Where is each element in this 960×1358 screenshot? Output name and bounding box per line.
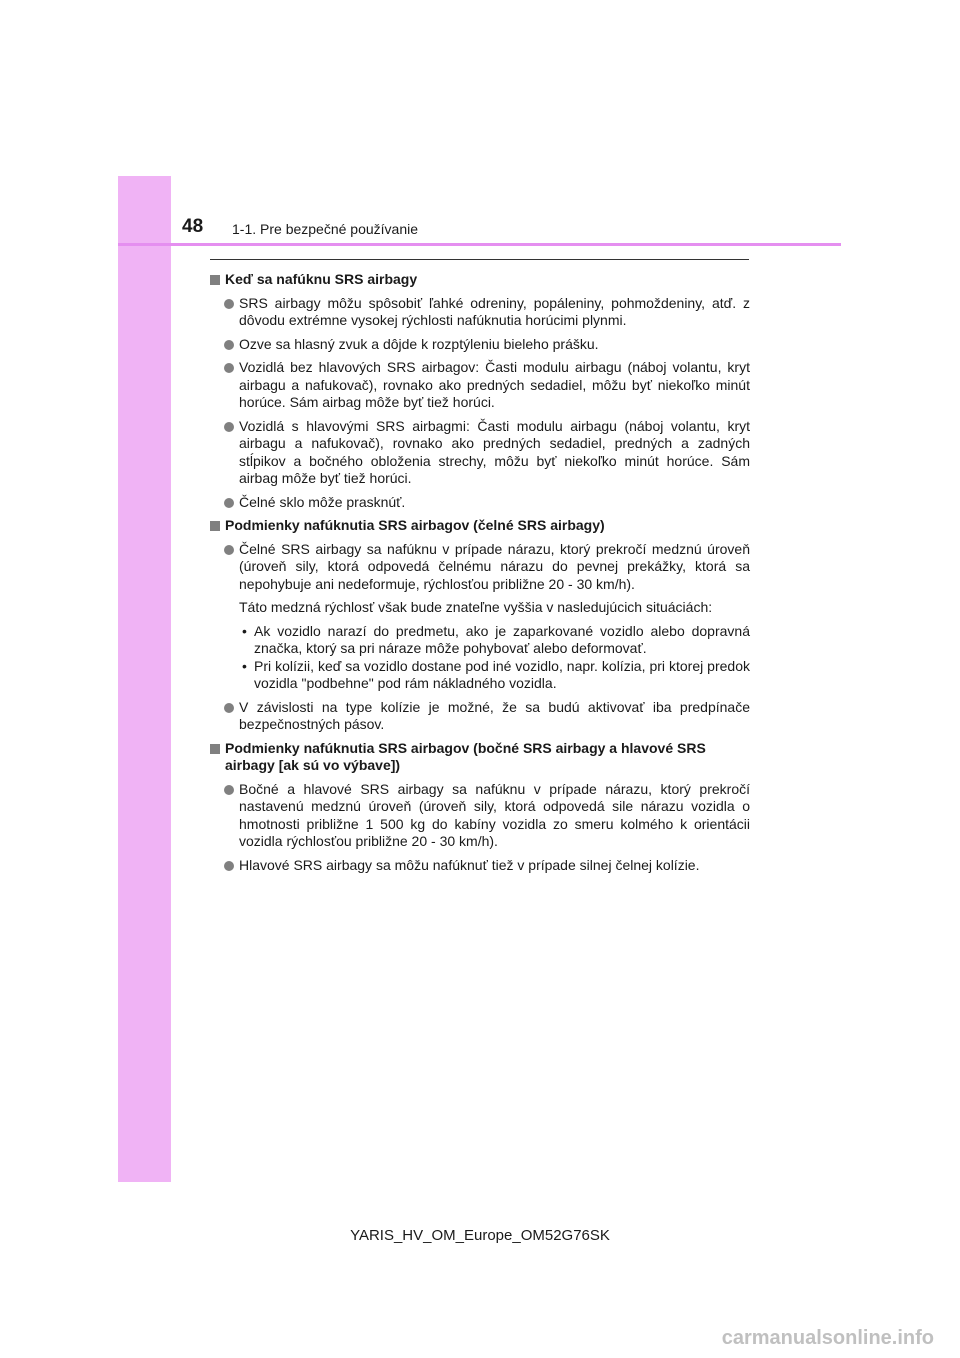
watermark: carmanualsonline.info bbox=[721, 1327, 934, 1349]
paragraph: Táto medzná rýchlosť však bude znateľne vyššia v nasledujúcich situáciách: bbox=[239, 599, 713, 615]
square-bullet-icon bbox=[210, 521, 220, 531]
list-item bbox=[210, 295, 750, 330]
section-heading bbox=[210, 517, 750, 535]
circle-bullet-icon bbox=[224, 422, 234, 432]
list-item-text: Bočné a hlavové SRS airbagy sa nafúknu v prípade nárazu, ktorý prekročí nastavenú medznú úroveň (úroveň sily, ktorá odpovedá sile nárazu vozidla o hmotnosti približne 1 500 kg do kabíny vozidla zo smeru kolmého k orientácii vozidla rýchlosťou približne 20 - 30 km/h). bbox=[239, 780, 750, 849]
section-heading-text: Podmienky nafúknutia SRS airbagov (čelné SRS airbagy) bbox=[225, 517, 605, 533]
list-item bbox=[210, 494, 750, 512]
section-heading-text: Keď sa nafúknu SRS airbagy bbox=[225, 271, 418, 287]
list-item-text: Hlavové SRS airbagy sa môžu nafúknuť tiež v prípade silnej čelnej kolízie. bbox=[239, 856, 700, 873]
list-item-text: Ozve sa hlasný zvuk a dôjde k rozptýleniu bieleho prášku. bbox=[239, 335, 599, 352]
sub-bullet: • bbox=[242, 622, 247, 639]
circle-bullet-icon bbox=[224, 299, 234, 309]
circle-bullet-icon bbox=[224, 363, 234, 373]
square-bullet-icon bbox=[210, 275, 220, 285]
sub-list-item bbox=[210, 658, 750, 693]
page-content bbox=[210, 265, 750, 874]
list-item-text: V závislosti na type kolízie je možné, že sa budú aktivovať iba predpínače bezpečnostných pásov. bbox=[239, 698, 750, 732]
content-divider bbox=[210, 259, 749, 260]
square-bullet-icon bbox=[210, 744, 220, 754]
sub-bullet: • bbox=[242, 657, 247, 674]
section-heading-text: Podmienky nafúknutia SRS airbagov (bočné SRS airbagy a hlavové SRS airbagy [ak sú vo výbave]) bbox=[225, 739, 706, 773]
sub-list-item-text: Pri kolízii, keď sa vozidlo dostane pod iné vozidlo, napr. kolízia, pri ktorej predok vozidla "podbehne" pod rám nákladného vozidla. bbox=[254, 657, 750, 691]
sub-list-item-text: Ak vozidlo narazí do predmetu, ako je zaparkované vozidlo alebo dopravná značka, ktorý sa pri náraze môže pohybovať alebo deformovať. bbox=[254, 622, 750, 656]
sub-list-item bbox=[210, 623, 750, 658]
circle-bullet-icon bbox=[224, 703, 234, 713]
list-item bbox=[210, 418, 750, 488]
circle-bullet-icon bbox=[224, 785, 234, 795]
list-item-text: SRS airbagy môžu spôsobiť ľahké odreniny, popáleniny, pohmoždeniny, atď. z dôvodu extrémne vysokej rýchlosti nafúknutia horúcimi plynmi. bbox=[239, 294, 750, 328]
section-title: 1-1. Pre bezpečné používanie bbox=[232, 221, 419, 237]
section-heading bbox=[210, 740, 750, 775]
header-divider bbox=[118, 243, 841, 246]
circle-bullet-icon bbox=[224, 545, 234, 555]
page-number: 48 bbox=[182, 216, 204, 237]
list-item-text: Vozidlá bez hlavových SRS airbagov: Časti modulu airbagu (náboj volantu, kryt airbagu a nafukovač), rovnako ako predných sedadiel, môžu byť niekoľko minút horúce. Sám airbag môže byť tiež horúci. bbox=[239, 359, 750, 410]
list-item bbox=[210, 699, 750, 734]
list-item bbox=[210, 541, 750, 594]
list-item-text: Čelné SRS airbagy sa nafúknu v prípade nárazu, ktorý prekročí medznú úroveň (úroveň sily, ktorá odpovedá čelnému nárazu do pevnej prekážky, ktorá sa nepohybuje ani nedeformuje, rýchlosťou približne 20 - 30 km/h). bbox=[239, 540, 750, 592]
list-item bbox=[210, 857, 750, 875]
circle-bullet-icon bbox=[224, 498, 234, 508]
circle-bullet-icon bbox=[224, 340, 234, 350]
list-item-text: Vozidlá s hlavovými SRS airbagmi: Časti modulu airbagu (náboj volantu, kryt airbagu a nafukovač), rovnako ako predných sedadiel, predných a zadných stĺpikov a bočného obloženia strechy, môžu byť niekoľko minút horúce. Sám airbag môže byť tiež horúci. bbox=[239, 417, 750, 486]
list-item bbox=[210, 359, 750, 412]
chapter-side-band bbox=[118, 176, 171, 1182]
document-code: YARIS_HV_OM_Europe_OM52G76SK bbox=[350, 1227, 610, 1244]
list-item-text: Čelné sklo môže prasknúť. bbox=[239, 493, 406, 510]
list-item bbox=[210, 781, 750, 851]
circle-bullet-icon bbox=[224, 861, 234, 871]
section-heading bbox=[210, 271, 750, 289]
list-item bbox=[210, 336, 750, 354]
